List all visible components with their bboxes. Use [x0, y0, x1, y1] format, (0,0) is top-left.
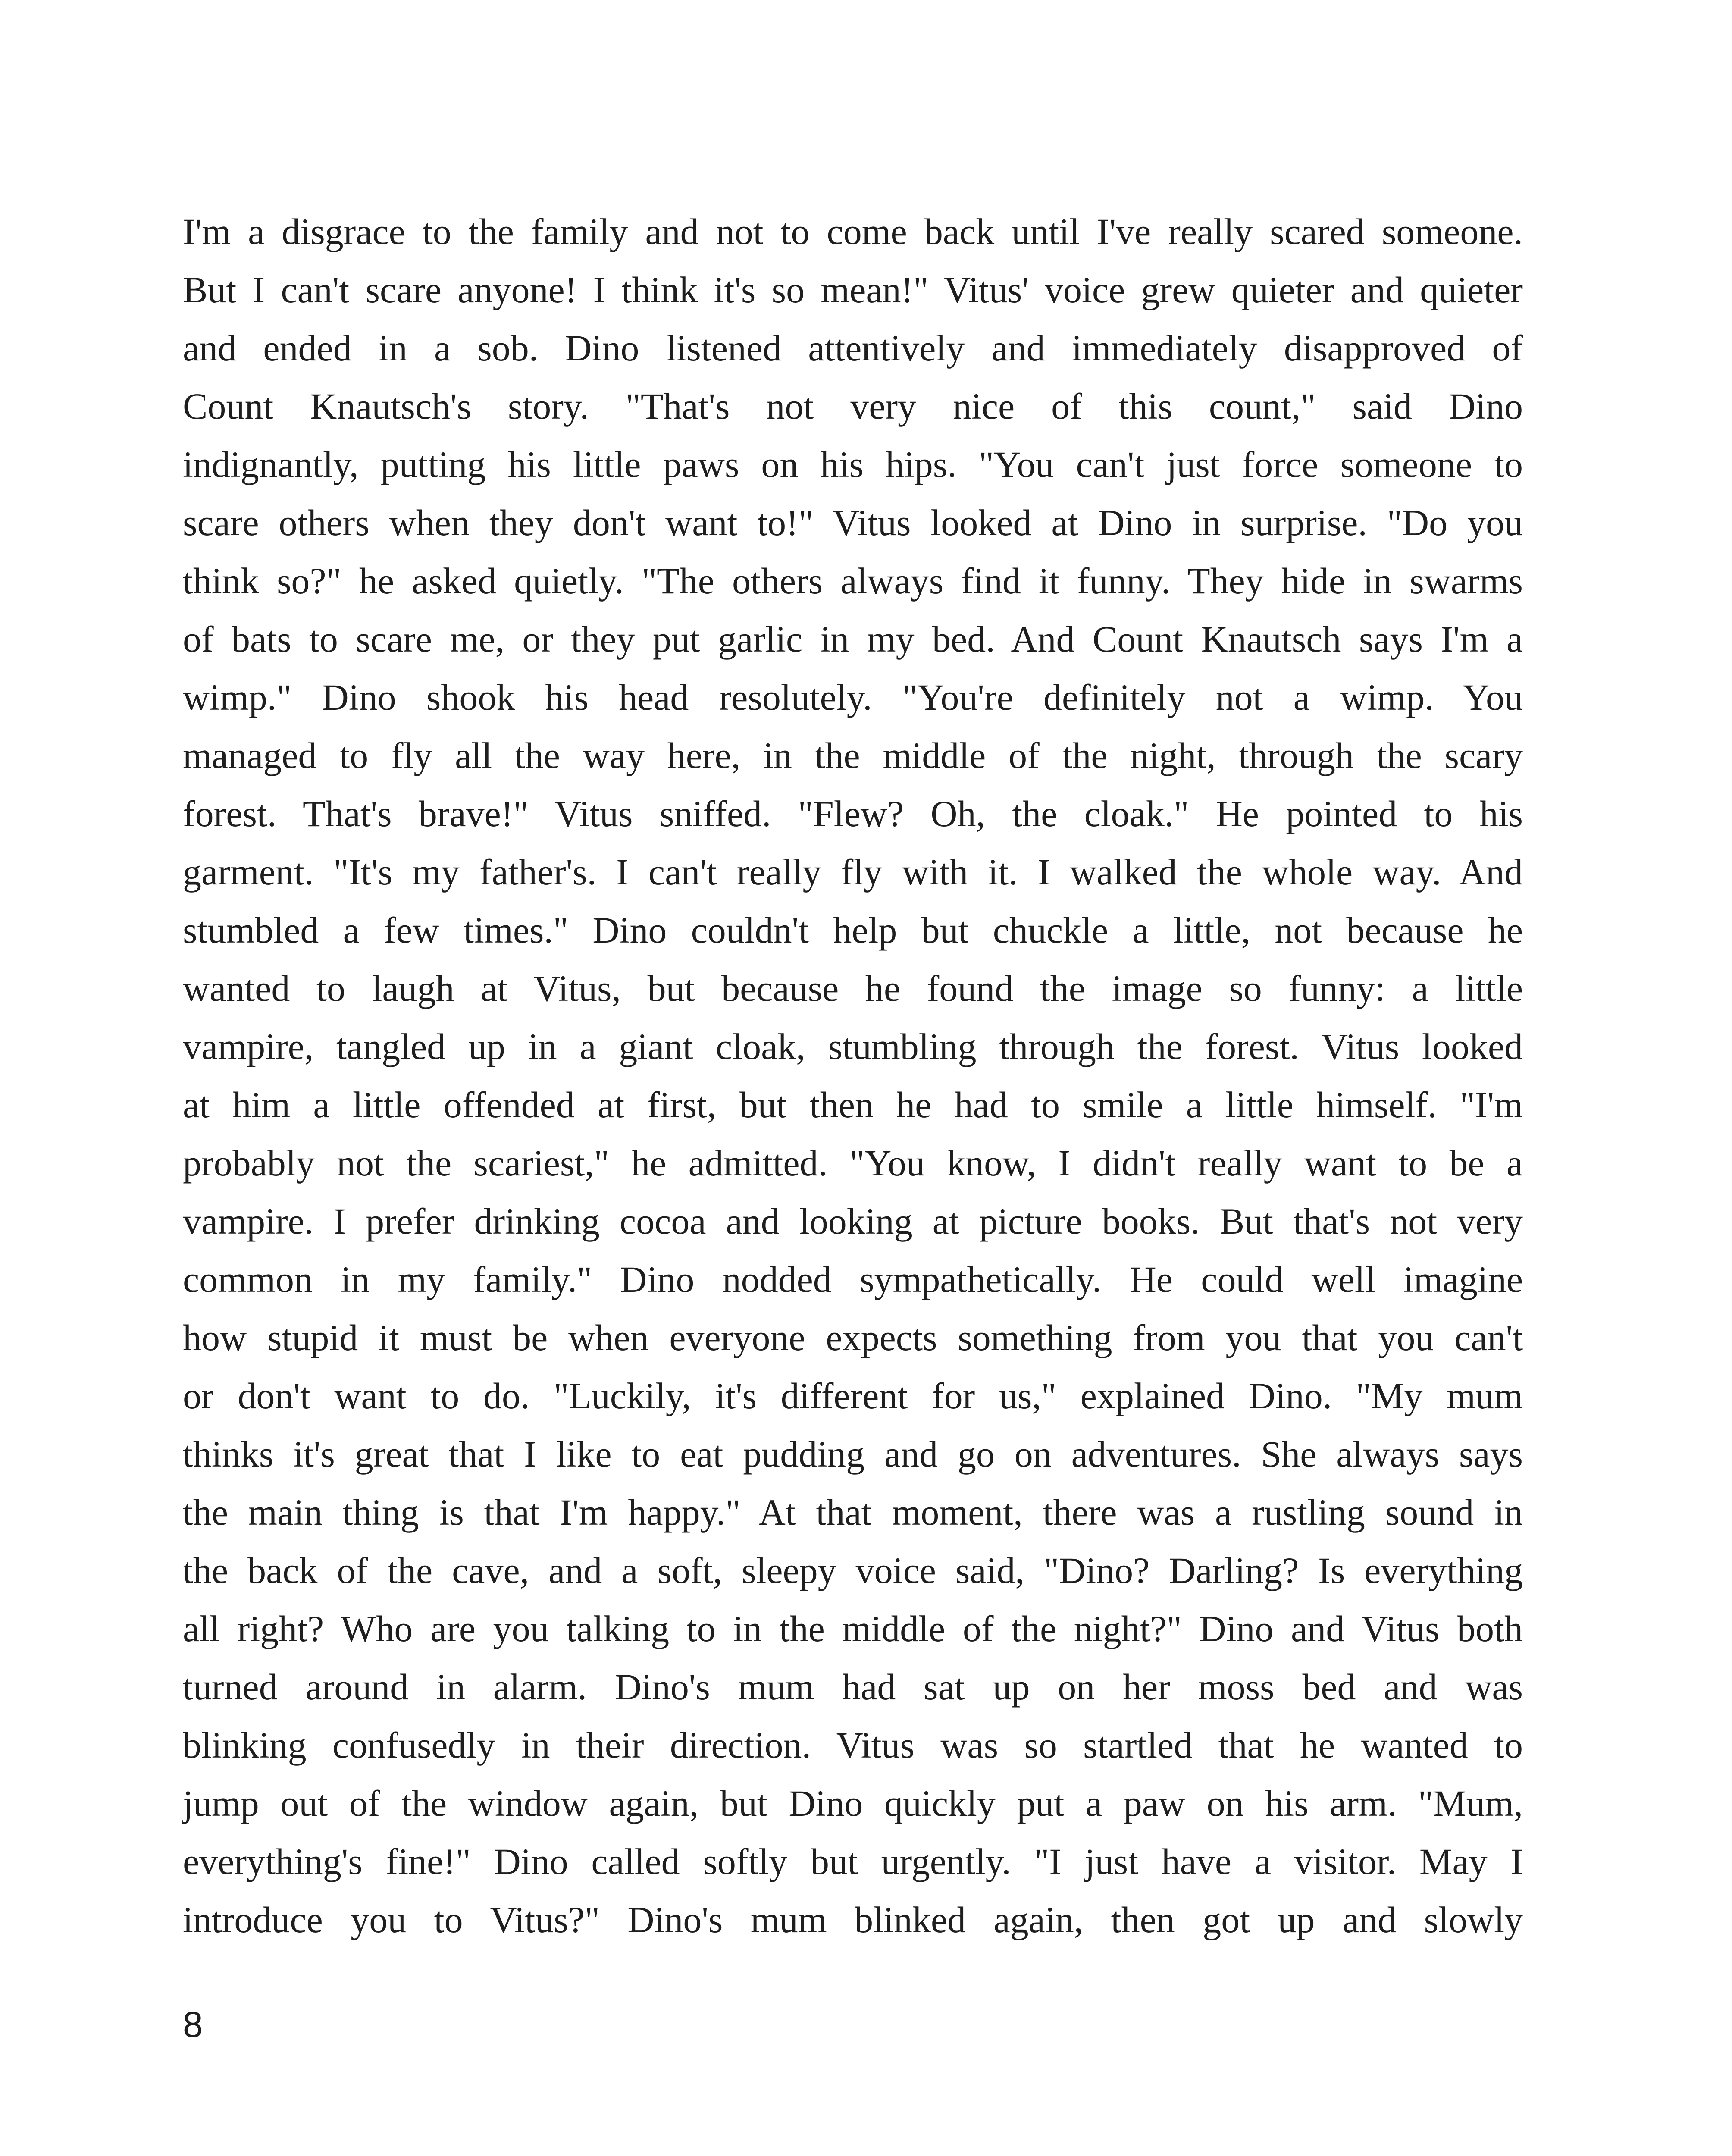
- text-line: managed to fly all the way here, in the middle of the night, through the scary: [183, 735, 1523, 776]
- page-number: 8: [183, 2004, 203, 2045]
- text-line: everything's fine!" Dino called softly but urgently. "I just have a visitor. May I: [183, 1841, 1523, 1882]
- text-line: the back of the cave, and a soft, sleepy voice said, "Dino? Darling? Is everything: [183, 1550, 1523, 1591]
- text-line: wimp." Dino shook his head resolutely. "You're definitely not a wimp. You: [183, 677, 1523, 718]
- text-line: wanted to laugh at Vitus, but because he found the image so funny: a little: [183, 968, 1523, 1009]
- text-line: how stupid it must be when everyone expects something from you that you can't: [183, 1317, 1523, 1358]
- text-line: and ended in a sob. Dino listened attentively and immediately disapproved of: [183, 327, 1523, 369]
- text-line: vampire. I prefer drinking cocoa and looking at picture books. But that's not very: [183, 1200, 1523, 1242]
- text-line: at him a little offended at first, but then he had to smile a little himself. "I'm: [183, 1084, 1523, 1125]
- text-line: Count Knautsch's story. "That's not very nice of this count," said Dino: [183, 385, 1523, 427]
- text-line: indignantly, putting his little paws on his hips. "You can't just force someone to: [183, 444, 1523, 485]
- text-line: I'm a disgrace to the family and not to come back until I've really scared someone.: [183, 211, 1523, 252]
- text-line: stumbled a few times." Dino couldn't help but chuckle a little, not because he: [183, 909, 1523, 951]
- text-line: jump out of the window again, but Dino quickly put a paw on his arm. "Mum,: [183, 1783, 1523, 1824]
- text-line: the main thing is that I'm happy." At that moment, there was a rustling sound in: [183, 1492, 1523, 1533]
- text-line: of bats to scare me, or they put garlic in my bed. And Count Knautsch says I'm a: [183, 618, 1523, 660]
- text-line: garment. "It's my father's. I can't really fly with it. I walked the whole way. And: [183, 851, 1523, 893]
- text-line: common in my family." Dino nodded sympathetically. He could well imagine: [183, 1259, 1523, 1300]
- text-line: thinks it's great that I like to eat pudding and go on adventures. She always says: [183, 1433, 1523, 1475]
- text-line: vampire, tangled up in a giant cloak, stumbling through the forest. Vitus looked: [183, 1026, 1523, 1067]
- text-line: introduce you to Vitus?" Dino's mum blinked again, then got up and slowly: [183, 1899, 1523, 1940]
- text-line: all right? Who are you talking to in the middle of the night?" Dino and Vitus both: [183, 1608, 1523, 1649]
- text-line: probably not the scariest," he admitted. "You know, I didn't really want to be a: [183, 1142, 1523, 1184]
- text-line: scare others when they don't want to!" Vitus looked at Dino in surprise. "Do you: [183, 502, 1523, 543]
- text-line: or don't want to do. "Luckily, it's different for us," explained Dino. "My mum: [183, 1375, 1523, 1416]
- text-line: But I can't scare anyone! I think it's so mean!" Vitus' voice grew quieter and quieter: [183, 269, 1523, 310]
- text-line: blinking confusedly in their direction. Vitus was so startled that he wanted to: [183, 1724, 1523, 1766]
- text-line: forest. That's brave!" Vitus sniffed. "Flew? Oh, the cloak." He pointed to his: [183, 793, 1523, 834]
- text-line: think so?" he asked quietly. "The others always find it funny. They hide in swarms: [183, 560, 1523, 602]
- text-line: turned around in alarm. Dino's mum had sat up on her moss bed and was: [183, 1666, 1523, 1708]
- body-text: [183, 203, 1523, 1949]
